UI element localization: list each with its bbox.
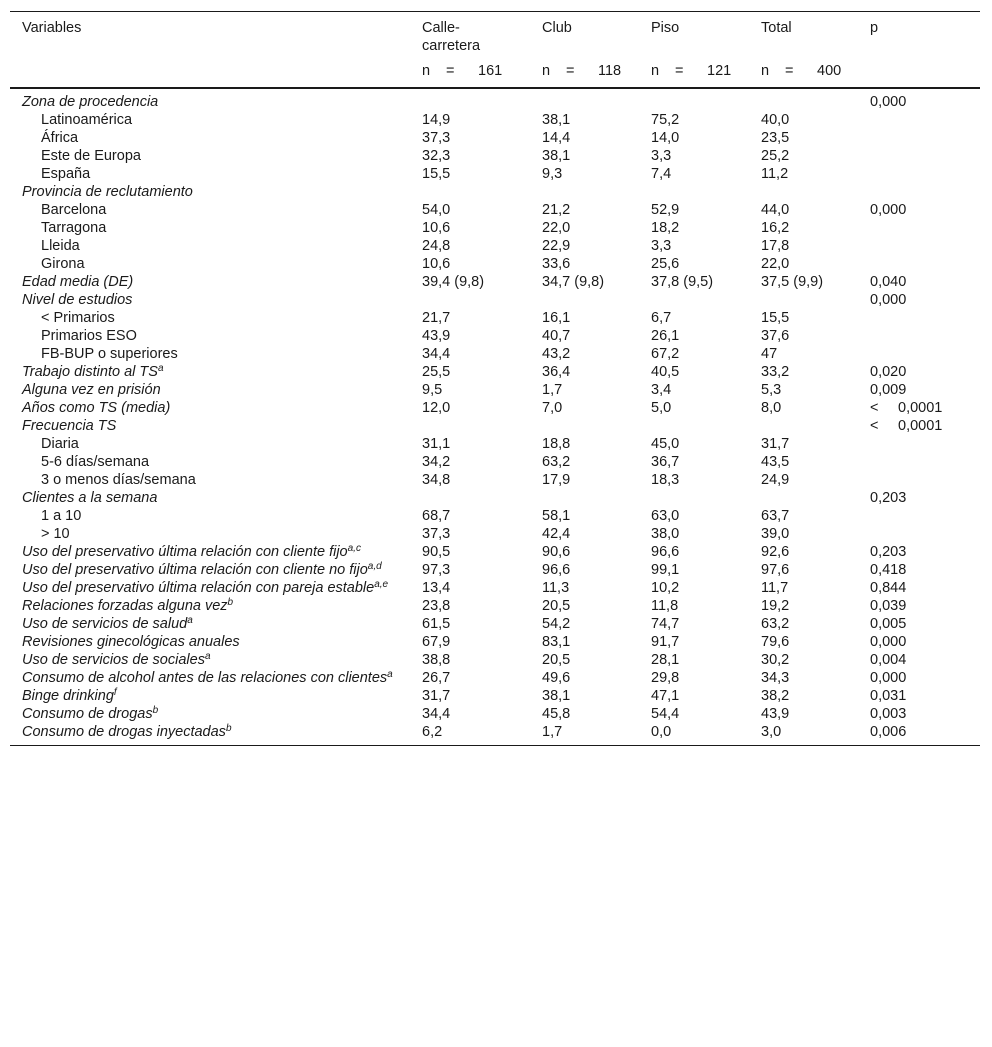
table-row	[10, 111, 980, 129]
footnote-marker: f	[113, 687, 117, 698]
value-club: 33,6	[542, 256, 571, 272]
value-calle-carretera: 37,3	[422, 526, 451, 542]
row-label: Clientes a la semana	[22, 490, 158, 506]
value-total: 97,6	[761, 562, 790, 578]
table-row	[10, 687, 980, 705]
value-total: 16,2	[761, 220, 790, 236]
value-total: 8,0	[761, 400, 782, 416]
value-calle-carretera: 31,1	[422, 436, 451, 452]
value-total: 33,2	[761, 364, 790, 380]
value-calle-carretera: 21,7	[422, 310, 451, 326]
value-p	[858, 219, 980, 237]
value-piso: 26,1	[651, 328, 680, 344]
value-piso	[639, 183, 749, 201]
row-label: 3 o menos días/semana	[41, 472, 196, 488]
value-club: 42,4	[542, 526, 571, 542]
footnote-marker: a	[387, 669, 393, 680]
value-piso: 99,1	[651, 562, 680, 578]
table-row	[10, 723, 980, 746]
value-p: 0,040	[870, 274, 907, 290]
table-row	[10, 471, 980, 489]
value-calle-carretera: 25,5	[422, 364, 451, 380]
value-calle-carretera: 67,9	[422, 634, 451, 650]
table-row	[10, 237, 980, 255]
value-p: 0,006	[858, 723, 980, 746]
footnote-marker: b	[225, 723, 232, 734]
value-piso: 96,6	[651, 544, 680, 560]
row-label: ˂ Primarios	[41, 310, 115, 326]
value-total: 30,2	[761, 652, 790, 668]
value-total: 37,5 (9,9)	[761, 274, 824, 290]
row-label: Zona de procedencia	[22, 94, 159, 110]
value-p: 0,203	[870, 490, 907, 506]
table-row	[10, 381, 980, 399]
value-total: 31,7	[761, 436, 790, 452]
footnote-marker: a	[204, 651, 211, 662]
row-label: Uso del preservativo última relación con cliente fijo$^{a,c}$	[22, 543, 361, 560]
value-club	[530, 489, 639, 507]
value-calle-carretera	[410, 489, 530, 507]
table-row	[10, 435, 980, 453]
value-piso: 67,2	[651, 346, 680, 362]
value-p: 0,418	[870, 562, 907, 578]
row-label: Latinoamérica	[41, 112, 133, 128]
value-piso	[639, 489, 749, 507]
value-p	[858, 309, 980, 327]
value-p	[858, 129, 980, 147]
value-piso: 36,7	[651, 454, 680, 470]
value-total: 92,6	[761, 544, 790, 560]
value-club: 34,7 (9,8)	[542, 274, 605, 290]
table-row	[10, 201, 980, 219]
value-calle-carretera: 31,7	[422, 688, 451, 704]
value-club: 58,1	[542, 508, 571, 524]
table-row	[10, 291, 980, 309]
value-total: 34,3	[761, 670, 790, 686]
value-total: 47	[761, 346, 778, 362]
value-piso: 10,2	[651, 580, 680, 596]
value-piso	[639, 417, 749, 435]
row-label: Lleida	[41, 238, 80, 254]
table-row	[10, 579, 980, 597]
value-total: 44,0	[761, 202, 790, 218]
row-label: Uso de servicios de salud$^a$	[22, 615, 193, 632]
row-label: Provincia de reclutamiento	[22, 184, 193, 200]
value-total: 5,3	[761, 382, 782, 398]
row-label: Trabajo distinto al $TS^a$	[22, 363, 164, 380]
table-row	[10, 507, 980, 525]
table-row	[10, 705, 980, 723]
results-table	[10, 11, 980, 746]
value-p	[858, 237, 980, 255]
header-calle-carretera: Calle-carretera	[422, 20, 481, 54]
table-row	[10, 651, 980, 669]
row-label: Años como TS (media)	[22, 400, 171, 416]
value-calle-carretera: 90,5	[422, 544, 451, 560]
row-label: Este de Europa	[41, 148, 141, 164]
value-club: 21,2	[542, 202, 571, 218]
footnote-marker: b	[227, 597, 234, 608]
value-total: 22,0	[761, 256, 790, 272]
value-club: 18,8	[542, 436, 571, 452]
header-n-row	[10, 59, 980, 88]
row-label: Consumo de drogas inyectadas$^b$	[10, 723, 410, 746]
value-calle-carretera: 14,9	[422, 112, 451, 128]
value-total: 3,0	[749, 723, 858, 746]
value-p: 0,000	[870, 94, 907, 110]
value-calle-carretera: 54,0	[422, 202, 451, 218]
table-row	[10, 453, 980, 471]
value-piso: 5,0	[651, 400, 672, 416]
value-total: 40,0	[761, 112, 790, 128]
table-row	[10, 525, 980, 543]
header-club: Club	[542, 20, 572, 36]
value-club	[530, 183, 639, 201]
row-label: 1 a 10	[41, 508, 82, 524]
row-label: Revisiones ginecológicas anuales	[22, 634, 240, 650]
row-label: ˃ 10	[41, 526, 70, 542]
value-club: 96,6	[542, 562, 571, 578]
value-p	[858, 147, 980, 165]
row-label: Uso de servicios de sociales$^a$	[22, 651, 211, 668]
value-piso: 14,0	[651, 130, 680, 146]
value-calle-carretera: 34,2	[422, 454, 451, 470]
table-row	[10, 129, 980, 147]
value-total: 63,7	[761, 508, 790, 524]
value-p: 0,000	[870, 634, 907, 650]
value-p	[858, 345, 980, 363]
value-calle-carretera: 6,2	[410, 723, 530, 746]
value-p: < 0,0001	[870, 400, 943, 416]
value-total: 11,2	[761, 166, 789, 182]
value-total: 38,2	[761, 688, 790, 704]
value-p: 0,203	[870, 544, 907, 560]
value-club	[530, 291, 639, 309]
value-p: 0,000	[870, 202, 907, 218]
header-variables: Variables	[22, 20, 82, 36]
value-club: 38,1	[542, 688, 571, 704]
value-piso: 29,8	[651, 670, 680, 686]
row-label: 5-6 días/semana	[41, 454, 150, 470]
value-piso: 11,8	[651, 598, 679, 614]
value-club: 38,1	[542, 112, 571, 128]
value-p	[858, 183, 980, 201]
row-label: Diaria	[41, 436, 79, 452]
n-calle-carretera: n = 161	[410, 59, 530, 88]
footnote-marker: a	[157, 363, 164, 374]
table-row	[10, 543, 980, 561]
row-label: Girona	[41, 256, 85, 272]
table-row	[10, 327, 980, 345]
value-p: 0,020	[870, 364, 907, 380]
value-p	[858, 255, 980, 273]
value-calle-carretera: 43,9	[422, 328, 451, 344]
value-p: 0,031	[870, 688, 907, 704]
row-label: África	[41, 130, 79, 146]
value-club: 43,2	[542, 346, 571, 362]
table-row	[10, 615, 980, 633]
value-club	[530, 88, 639, 111]
value-piso: 91,7	[651, 634, 680, 650]
value-calle-carretera	[410, 183, 530, 201]
table-row	[10, 417, 980, 435]
value-calle-carretera	[410, 88, 530, 111]
value-calle-carretera: 10,6	[422, 256, 451, 272]
value-piso: 3,4	[651, 382, 672, 398]
row-label: FB-BUP o superiores	[41, 346, 178, 362]
value-club: 1,7	[530, 723, 639, 746]
value-piso	[639, 291, 749, 309]
table-row	[10, 399, 980, 417]
value-calle-carretera: 23,8	[422, 598, 451, 614]
table-body	[10, 88, 980, 746]
table-row	[10, 147, 980, 165]
value-total	[749, 489, 858, 507]
value-p	[858, 327, 980, 345]
row-label: Primarios ESO	[41, 328, 137, 344]
n-piso: n = 121	[639, 59, 749, 88]
value-calle-carretera: 34,4	[422, 346, 451, 362]
value-piso: 3,3	[651, 238, 672, 254]
value-club: 20,5	[542, 598, 571, 614]
n-club: n = 118	[530, 59, 639, 88]
table-row	[10, 597, 980, 615]
value-club: 14,4	[542, 130, 571, 146]
value-p: 0,000	[870, 670, 907, 686]
value-piso: 18,3	[651, 472, 680, 488]
row-label: Consumo de alcohol antes de las relaciones con clientes$^a$	[22, 669, 393, 686]
value-calle-carretera: 37,3	[422, 130, 451, 146]
value-p	[858, 165, 980, 183]
n-total: n = 400	[749, 59, 858, 88]
row-label: Relaciones forzadas alguna vez$^b$	[22, 597, 234, 614]
value-calle-carretera: 68,7	[422, 508, 451, 524]
table-row	[10, 88, 980, 111]
header-p: p	[870, 20, 879, 36]
value-club: 1,7	[542, 382, 563, 398]
value-total: 43,5	[761, 454, 790, 470]
value-piso: 3,3	[651, 148, 672, 164]
value-p: < 0,0001	[870, 418, 943, 434]
value-total: 15,5	[761, 310, 790, 326]
value-club: 16,1	[542, 310, 571, 326]
value-piso: 6,7	[651, 310, 672, 326]
value-piso: 45,0	[651, 436, 680, 452]
footnote-marker: a,d	[367, 561, 382, 572]
value-p	[858, 507, 980, 525]
table-row	[10, 219, 980, 237]
value-club: 9,3	[542, 166, 563, 182]
row-label: Tarragona	[41, 220, 107, 236]
footnote-marker: a,e	[374, 579, 389, 590]
value-calle-carretera	[410, 417, 530, 435]
value-total	[749, 88, 858, 111]
value-total: 43,9	[761, 706, 790, 722]
table-header	[10, 12, 980, 89]
footnote-marker: b	[152, 705, 159, 716]
value-p: 0,009	[870, 382, 907, 398]
value-club: 38,1	[542, 148, 571, 164]
header-row	[10, 12, 980, 60]
value-club: 20,5	[542, 652, 571, 668]
value-calle-carretera: 34,8	[422, 472, 451, 488]
row-label: Edad media (DE)	[22, 274, 134, 290]
value-club: 45,8	[542, 706, 571, 722]
value-p: 0,844	[870, 580, 907, 596]
row-label: Consumo de drogas$^b$	[22, 705, 159, 722]
value-p	[858, 453, 980, 471]
value-piso: 63,0	[651, 508, 680, 524]
value-calle-carretera: 24,8	[422, 238, 451, 254]
value-piso: 37,8 (9,5)	[651, 274, 714, 290]
value-p	[858, 471, 980, 489]
value-calle-carretera: 34,4	[422, 706, 451, 722]
value-piso: 40,5	[651, 364, 680, 380]
value-club: 90,6	[542, 544, 571, 560]
value-calle-carretera: 97,3	[422, 562, 451, 578]
value-calle-carretera: 15,5	[422, 166, 451, 182]
value-piso: 47,1	[651, 688, 680, 704]
value-piso: 38,0	[651, 526, 680, 542]
value-club: 83,1	[542, 634, 571, 650]
table-row	[10, 183, 980, 201]
value-total: 63,2	[761, 616, 790, 632]
value-p: 0,000	[870, 292, 907, 308]
value-total: 23,5	[761, 130, 790, 146]
value-calle-carretera: 32,3	[422, 148, 451, 164]
value-club: 22,0	[542, 220, 571, 236]
footnote-marker: a,c	[347, 543, 361, 554]
value-piso: 7,4	[651, 166, 672, 182]
value-p: 0,004	[870, 652, 907, 668]
value-calle-carretera: 38,8	[422, 652, 451, 668]
value-p	[858, 435, 980, 453]
value-calle-carretera	[410, 291, 530, 309]
value-piso	[639, 88, 749, 111]
value-total: 79,6	[761, 634, 790, 650]
table-row	[10, 669, 980, 687]
value-piso: 0,0	[639, 723, 749, 746]
value-p	[858, 525, 980, 543]
table-row	[10, 345, 980, 363]
row-label: Barcelona	[41, 202, 107, 218]
value-calle-carretera: 10,6	[422, 220, 451, 236]
value-piso: 28,1	[651, 652, 680, 668]
row-label: Uso del preservativo última relación con cliente no fijo$^{a,d}$	[22, 561, 382, 578]
value-piso: 18,2	[651, 220, 680, 236]
value-p	[858, 111, 980, 129]
table-row	[10, 309, 980, 327]
row-label: Frecuencia TS	[22, 418, 117, 434]
value-club: 17,9	[542, 472, 571, 488]
value-club: 11,3	[542, 580, 570, 596]
value-club	[530, 417, 639, 435]
value-club: 22,9	[542, 238, 571, 254]
value-club: 36,4	[542, 364, 571, 380]
table-row	[10, 363, 980, 381]
value-total: 19,2	[761, 598, 790, 614]
value-total: 17,8	[761, 238, 790, 254]
value-calle-carretera: 39,4 (9,8)	[422, 274, 485, 290]
value-calle-carretera: 13,4	[422, 580, 451, 596]
value-total	[749, 291, 858, 309]
value-total: 37,6	[761, 328, 790, 344]
value-total: 25,2	[761, 148, 790, 164]
value-club: 49,6	[542, 670, 571, 686]
value-piso: 54,4	[651, 706, 680, 722]
table-row	[10, 165, 980, 183]
value-calle-carretera: 26,7	[422, 670, 451, 686]
row-label: Uso del preservativo última relación con pareja estable$^{a,e}$	[22, 579, 389, 596]
value-club: 54,2	[542, 616, 571, 632]
value-p: 0,039	[870, 598, 907, 614]
footnote-marker: a	[187, 615, 193, 626]
value-total	[749, 417, 858, 435]
value-total: 39,0	[761, 526, 790, 542]
value-calle-carretera: 9,5	[422, 382, 443, 398]
header-total: Total	[761, 20, 792, 36]
row-label: Binge drinking$^f$	[22, 687, 117, 704]
table-row	[10, 255, 980, 273]
row-label: Alguna vez en prisión	[22, 382, 161, 398]
table-row	[10, 489, 980, 507]
value-piso: 75,2	[651, 112, 680, 128]
table-row	[10, 273, 980, 291]
value-piso: 25,6	[651, 256, 680, 272]
value-calle-carretera: 12,0	[422, 400, 451, 416]
table-row	[10, 561, 980, 579]
row-label: España	[41, 166, 91, 182]
row-label: Nivel de estudios	[22, 292, 133, 308]
value-club: 40,7	[542, 328, 571, 344]
value-total: 24,9	[761, 472, 790, 488]
value-total: 11,7	[761, 580, 789, 596]
value-piso: 52,9	[651, 202, 680, 218]
value-total	[749, 183, 858, 201]
value-p: 0,003	[870, 706, 907, 722]
header-piso: Piso	[651, 20, 680, 36]
value-p: 0,005	[870, 616, 907, 632]
value-calle-carretera: 61,5	[422, 616, 451, 632]
table-row	[10, 633, 980, 651]
value-club: 63,2	[542, 454, 571, 470]
value-club: 7,0	[542, 400, 563, 416]
value-piso: 74,7	[651, 616, 680, 632]
